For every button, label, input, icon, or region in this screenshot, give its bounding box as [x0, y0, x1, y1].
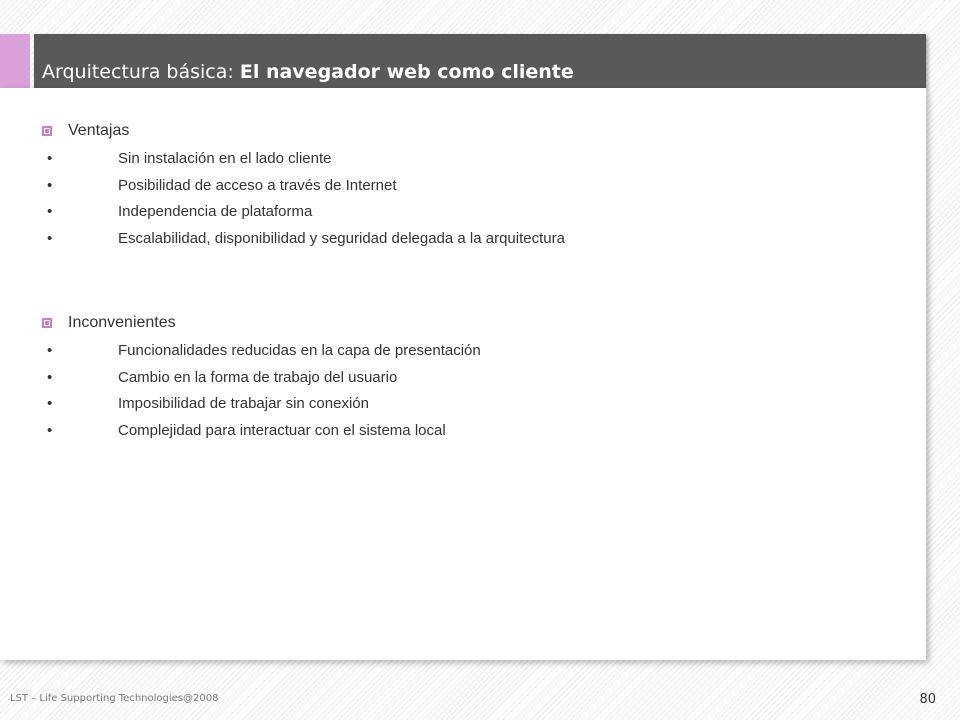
section-heading: Ventajas	[68, 122, 130, 139]
title-bar	[34, 34, 926, 88]
list-item	[0, 173, 565, 200]
section-heading-row	[42, 120, 565, 142]
square-bullet-icon	[42, 126, 52, 136]
list-item	[0, 146, 565, 173]
list-item-text: Escalabilidad, disponibilidad y seguridad delegada a la arquitectura	[118, 229, 565, 247]
list-item-text: Posibilidad de acceso a través de Internet	[118, 176, 397, 194]
list-item	[0, 338, 481, 365]
list-item-text: Sin instalación en el lado cliente	[118, 150, 332, 167]
bullet-dot-icon: •	[47, 395, 53, 412]
section-heading-row	[42, 312, 481, 334]
square-bullet-icon	[42, 318, 52, 328]
list-item	[0, 391, 481, 418]
bullet-dot-icon: •	[47, 176, 53, 194]
section-heading: Inconvenientes	[68, 314, 176, 331]
content-panel	[0, 88, 926, 660]
list-item-text: Cambio en la forma de trabajo del usuario	[118, 368, 398, 386]
inconvenientes-list	[0, 338, 481, 444]
section-ventajas	[42, 120, 565, 252]
slide-title-bold: El navegador web como cliente	[239, 61, 574, 83]
slide-title-prefix: Arquitectura básica:	[42, 61, 240, 83]
list-item-text: Complejidad para interactuar con el sistema local	[118, 421, 446, 439]
list-item	[0, 199, 565, 226]
accent-block	[0, 34, 30, 88]
section-inconvenientes	[42, 312, 481, 444]
slide-title	[42, 61, 574, 83]
bullet-dot-icon: •	[47, 368, 53, 386]
bullet-dot-icon: •	[47, 229, 53, 247]
ventajas-list	[0, 146, 565, 252]
list-item-text: Imposibilidad de trabajar sin conexión	[118, 395, 369, 412]
bullet-dot-icon: •	[47, 342, 53, 359]
page-number: 80	[919, 692, 936, 707]
bullet-dot-icon: •	[47, 421, 53, 439]
list-item	[0, 418, 481, 445]
list-item	[0, 365, 481, 392]
list-item-text: Independencia de plataforma	[118, 203, 313, 220]
bullet-dot-icon: •	[47, 150, 53, 167]
list-item-text: Funcionalidades reducidas en la capa de presentación	[118, 342, 481, 359]
bullet-dot-icon: •	[47, 203, 53, 220]
footer-copyright: LST – Life Supporting Technologies@2008	[10, 693, 219, 704]
list-item	[0, 226, 565, 253]
